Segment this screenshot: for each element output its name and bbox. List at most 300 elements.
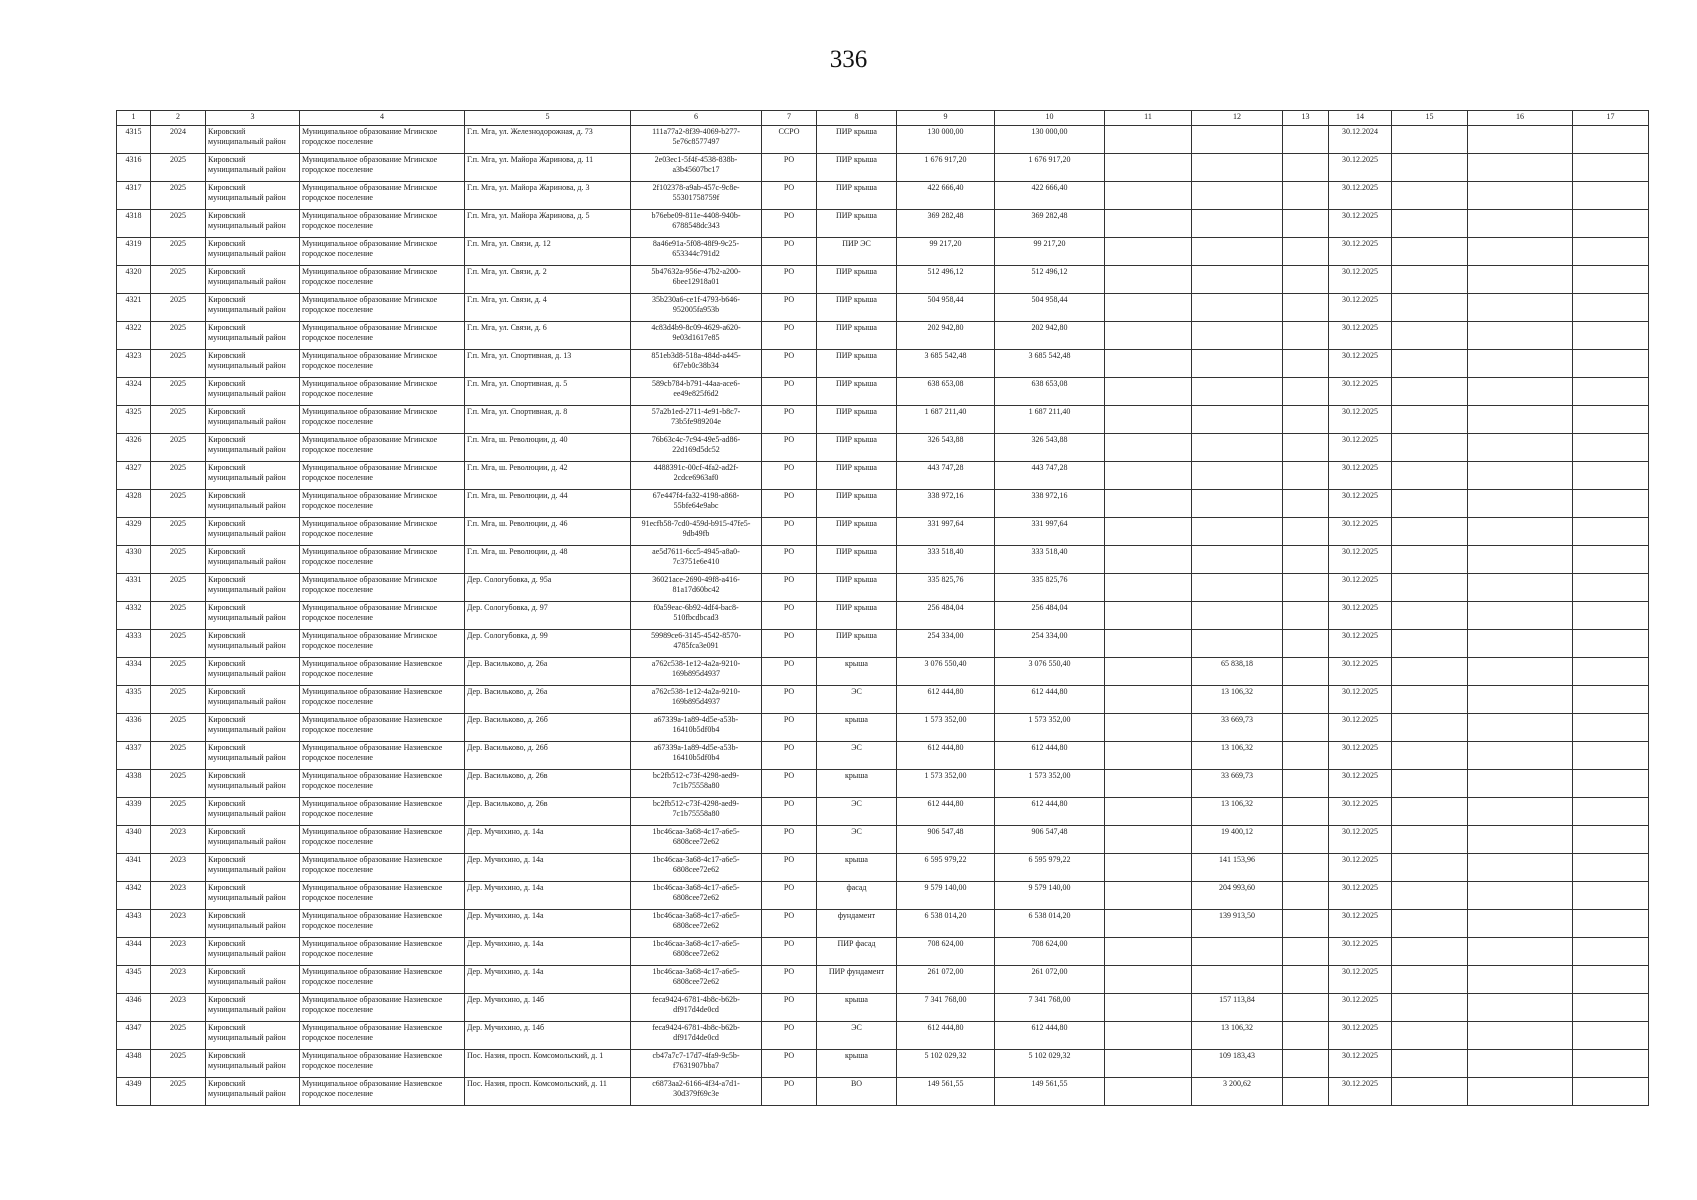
cell-cost-fund: 202 942,80 [995,322,1105,350]
cell-cost-fund: 3 685 542,48 [995,350,1105,378]
cell-col-15 [1392,798,1468,826]
cell-col-11 [1105,742,1192,770]
cell-work-type: ПИР крыша [817,602,897,630]
cell-work-type: ПИР фасад [817,938,897,966]
cell-address: Г.п. Мга, ул. Связи, д. 12 [465,238,631,266]
cell-col-15 [1392,910,1468,938]
column-header-13: 13 [1283,111,1329,126]
cell-col-15 [1392,1050,1468,1078]
column-header-11: 11 [1105,111,1192,126]
cell-col-12 [1192,630,1283,658]
cell-col-11 [1105,1050,1192,1078]
cell-cost-fund: 612 444,80 [995,1022,1105,1050]
cell-year: 2025 [151,378,206,406]
cell-col-11 [1105,546,1192,574]
table-row [117,854,1649,882]
cell-work-type: ПИР крыша [817,490,897,518]
cell-col-15 [1392,182,1468,210]
cell-col-17 [1573,938,1649,966]
cell-address: Дер. Васильково, д. 26в [465,770,631,798]
cell-district: Кировский муниципальный район [206,518,300,546]
cell-municipality: Муниципальное образование Мгинское городское поселение [300,378,465,406]
cell-house-guid: 8a46e91a-5f08-48f9-9c25-653344c791d2 [631,238,762,266]
cell-house-guid: 91ecfb58-7cd0-459d-b915-47fe5-9db49fb [631,518,762,546]
cell-house-guid: 76b63c4c-7c94-49e5-ad86-22d169d5dc52 [631,434,762,462]
cell-address: Пос. Назия, просп. Комсомольский, д. 11 [465,1078,631,1106]
cell-end-date: 30.12.2025 [1329,574,1392,602]
cell-work-type: фундамент [817,910,897,938]
column-header-5: 5 [465,111,631,126]
cell-col-16 [1468,686,1573,714]
cell-col-13 [1283,378,1329,406]
cell-col-12 [1192,126,1283,154]
cell-cost-fund: 612 444,80 [995,742,1105,770]
cell-col-12: 13 106,32 [1192,742,1283,770]
cell-district: Кировский муниципальный район [206,966,300,994]
column-header-4: 4 [300,111,465,126]
table-body [117,126,1649,1106]
cell-cost-fund: 612 444,80 [995,686,1105,714]
cell-col-13 [1283,602,1329,630]
cell-house-guid: bc2fb512-c73f-4298-aed9-7c1b75558a80 [631,798,762,826]
cell-col-11 [1105,210,1192,238]
cell-cost-fund: 1 687 211,40 [995,406,1105,434]
cell-col-13 [1283,994,1329,1022]
cell-total-cost: 1 676 917,20 [897,154,995,182]
cell-year: 2025 [151,798,206,826]
cell-total-cost: 256 484,04 [897,602,995,630]
table-row [117,994,1649,1022]
cell-row-number: 4324 [117,378,151,406]
cell-row-number: 4330 [117,546,151,574]
cell-col-12 [1192,938,1283,966]
cell-source: РО [762,434,817,462]
cell-source: РО [762,462,817,490]
cell-cost-fund: 1 676 917,20 [995,154,1105,182]
cell-total-cost: 422 666,40 [897,182,995,210]
cell-col-12 [1192,322,1283,350]
cell-municipality: Муниципальное образование Назиевское городское поселение [300,686,465,714]
cell-house-guid: 1bc46caa-3a68-4c17-a6e5-6808cee72e62 [631,966,762,994]
cell-work-type: фасад [817,882,897,910]
cell-total-cost: 3 076 550,40 [897,658,995,686]
table-row [117,546,1649,574]
cell-district: Кировский муниципальный район [206,182,300,210]
cell-work-type: крыша [817,994,897,1022]
cell-house-guid: 589cb784-b791-44aa-ace6-ee49e825f6d2 [631,378,762,406]
cell-house-guid: 111a77a2-8f39-4069-b277-5e76c8577497 [631,126,762,154]
cell-municipality: Муниципальное образование Мгинское городское поселение [300,602,465,630]
cell-total-cost: 7 341 768,00 [897,994,995,1022]
cell-source: РО [762,154,817,182]
cell-col-17 [1573,490,1649,518]
cell-source: РО [762,322,817,350]
cell-year: 2025 [151,630,206,658]
cell-col-15 [1392,630,1468,658]
cell-col-12: 13 106,32 [1192,686,1283,714]
cell-cost-fund: 254 334,00 [995,630,1105,658]
cell-address: Дер. Сологубовка, д. 95а [465,574,631,602]
cell-total-cost: 333 518,40 [897,546,995,574]
cell-col-11 [1105,798,1192,826]
cell-col-17 [1573,742,1649,770]
cell-year: 2024 [151,126,206,154]
cell-municipality: Муниципальное образование Назиевское городское поселение [300,770,465,798]
cell-col-11 [1105,490,1192,518]
cell-end-date: 30.12.2025 [1329,770,1392,798]
table-row [117,1050,1649,1078]
cell-address: Г.п. Мга, ул. Спортивная, д. 13 [465,350,631,378]
cell-col-17 [1573,322,1649,350]
cell-address: Г.п. Мга, ул. Железнодорожная, д. 73 [465,126,631,154]
cell-cost-fund: 261 072,00 [995,966,1105,994]
cell-municipality: Муниципальное образование Назиевское городское поселение [300,1050,465,1078]
cell-col-13 [1283,630,1329,658]
cell-municipality: Муниципальное образование Мгинское городское поселение [300,518,465,546]
cell-year: 2025 [151,714,206,742]
cell-work-type: ЭС [817,826,897,854]
cell-end-date: 30.12.2025 [1329,322,1392,350]
cell-col-17 [1573,434,1649,462]
cell-col-11 [1105,938,1192,966]
cell-address: Дер. Васильково, д. 26а [465,658,631,686]
cell-col-12 [1192,546,1283,574]
cell-col-12 [1192,238,1283,266]
cell-work-type: ПИР крыша [817,406,897,434]
cell-col-11 [1105,294,1192,322]
cell-work-type: ПИР крыша [817,434,897,462]
cell-col-16 [1468,630,1573,658]
cell-cost-fund: 1 573 352,00 [995,714,1105,742]
cell-address: Г.п. Мга, ул. Связи, д. 6 [465,322,631,350]
cell-end-date: 30.12.2025 [1329,518,1392,546]
cell-row-number: 4332 [117,602,151,630]
cell-col-17 [1573,182,1649,210]
cell-house-guid: 1bc46caa-3a68-4c17-a6e5-6808cee72e62 [631,882,762,910]
cell-end-date: 30.12.2025 [1329,266,1392,294]
cell-source: РО [762,938,817,966]
cell-year: 2025 [151,770,206,798]
cell-municipality: Муниципальное образование Назиевское городское поселение [300,742,465,770]
cell-total-cost: 254 334,00 [897,630,995,658]
cell-total-cost: 638 653,08 [897,378,995,406]
cell-row-number: 4322 [117,322,151,350]
cell-col-13 [1283,238,1329,266]
cell-year: 2023 [151,882,206,910]
column-header-10: 10 [995,111,1105,126]
cell-col-12: 33 669,73 [1192,770,1283,798]
cell-municipality: Муниципальное образование Мгинское городское поселение [300,238,465,266]
cell-year: 2025 [151,462,206,490]
cell-end-date: 30.12.2025 [1329,546,1392,574]
table-row [117,826,1649,854]
table-row [117,378,1649,406]
table-row [117,770,1649,798]
cell-house-guid: 67e447f4-fa32-4198-a868-55bfe64e9abc [631,490,762,518]
cell-address: Дер. Сологубовка, д. 99 [465,630,631,658]
cell-total-cost: 1 687 211,40 [897,406,995,434]
cell-end-date: 30.12.2025 [1329,882,1392,910]
cell-col-17 [1573,910,1649,938]
cell-col-16 [1468,210,1573,238]
cell-year: 2025 [151,490,206,518]
cell-district: Кировский муниципальный район [206,770,300,798]
cell-col-17 [1573,826,1649,854]
cell-row-number: 4334 [117,658,151,686]
cell-col-15 [1392,658,1468,686]
table-row [117,182,1649,210]
cell-house-guid: feca9424-6781-4b8c-b62b-df917d4de0cd [631,1022,762,1050]
cell-source: РО [762,182,817,210]
cell-row-number: 4316 [117,154,151,182]
cell-source: РО [762,1022,817,1050]
cell-house-guid: 4c83d4b9-8c09-4629-a620-9e03d1617e85 [631,322,762,350]
cell-col-15 [1392,378,1468,406]
cell-work-type: ЭС [817,686,897,714]
cell-row-number: 4336 [117,714,151,742]
cell-col-11 [1105,714,1192,742]
table-row [117,434,1649,462]
cell-end-date: 30.12.2025 [1329,294,1392,322]
cell-col-15 [1392,770,1468,798]
cell-row-number: 4318 [117,210,151,238]
cell-work-type: крыша [817,770,897,798]
cell-row-number: 4342 [117,882,151,910]
cell-col-17 [1573,574,1649,602]
cell-work-type: ПИР крыша [817,462,897,490]
cell-year: 2025 [151,294,206,322]
cell-total-cost: 6 538 014,20 [897,910,995,938]
cell-col-12: 13 106,32 [1192,1022,1283,1050]
cell-work-type: ПИР крыша [817,210,897,238]
cell-col-13 [1283,686,1329,714]
cell-district: Кировский муниципальный район [206,826,300,854]
cell-municipality: Муниципальное образование Мгинское городское поселение [300,210,465,238]
cell-col-17 [1573,1078,1649,1106]
cell-col-13 [1283,490,1329,518]
cell-municipality: Муниципальное образование Мгинское городское поселение [300,490,465,518]
cell-col-13 [1283,966,1329,994]
cell-total-cost: 261 072,00 [897,966,995,994]
cell-col-16 [1468,1078,1573,1106]
cell-work-type: ПИР крыша [817,266,897,294]
cell-year: 2025 [151,406,206,434]
cell-municipality: Муниципальное образование Мгинское городское поселение [300,462,465,490]
cell-work-type: ПИР крыша [817,294,897,322]
cell-district: Кировский муниципальный район [206,294,300,322]
cell-col-16 [1468,742,1573,770]
cell-row-number: 4346 [117,994,151,1022]
cell-year: 2025 [151,350,206,378]
cell-col-11 [1105,518,1192,546]
cell-row-number: 4335 [117,686,151,714]
cell-source: РО [762,1078,817,1106]
cell-col-12 [1192,602,1283,630]
cell-address: Дер. Мучихино, д. 14а [465,854,631,882]
cell-year: 2023 [151,994,206,1022]
cell-year: 2025 [151,602,206,630]
cell-col-15 [1392,686,1468,714]
cell-work-type: крыша [817,854,897,882]
cell-total-cost: 504 958,44 [897,294,995,322]
cell-year: 2025 [151,1022,206,1050]
cell-municipality: Муниципальное образование Назиевское городское поселение [300,714,465,742]
column-header-15: 15 [1392,111,1468,126]
cell-col-17 [1573,854,1649,882]
cell-address: Дер. Мучихино, д. 14а [465,826,631,854]
cell-col-15 [1392,826,1468,854]
cell-col-11 [1105,602,1192,630]
cell-col-16 [1468,658,1573,686]
cell-year: 2025 [151,322,206,350]
cell-col-13 [1283,770,1329,798]
cell-cost-fund: 906 547,48 [995,826,1105,854]
cell-total-cost: 9 579 140,00 [897,882,995,910]
cell-municipality: Муниципальное образование Назиевское городское поселение [300,1078,465,1106]
cell-work-type: ПИР ЭС [817,238,897,266]
table-row [117,630,1649,658]
cell-total-cost: 906 547,48 [897,826,995,854]
cell-col-15 [1392,714,1468,742]
cell-cost-fund: 331 997,64 [995,518,1105,546]
page-number: 336 [829,46,868,73]
table-row [117,350,1649,378]
cell-source: РО [762,882,817,910]
cell-col-16 [1468,294,1573,322]
cell-year: 2025 [151,1078,206,1106]
cell-source: РО [762,518,817,546]
cell-end-date: 30.12.2025 [1329,238,1392,266]
cell-municipality: Муниципальное образование Назиевское городское поселение [300,658,465,686]
column-header-6: 6 [631,111,762,126]
column-header-17: 17 [1573,111,1649,126]
cell-cost-fund: 3 076 550,40 [995,658,1105,686]
column-header-14: 14 [1329,111,1392,126]
table-row [117,658,1649,686]
cell-end-date: 30.12.2025 [1329,714,1392,742]
cell-house-guid: 35b230a6-ce1f-4793-b646-952005fa953b [631,294,762,322]
cell-col-11 [1105,350,1192,378]
cell-municipality: Муниципальное образование Мгинское городское поселение [300,266,465,294]
cell-house-guid: 851eb3d8-518a-484d-a445-6f7eb0c38b34 [631,350,762,378]
cell-district: Кировский муниципальный район [206,238,300,266]
cell-district: Кировский муниципальный район [206,798,300,826]
cell-col-11 [1105,854,1192,882]
cell-col-16 [1468,1050,1573,1078]
column-header-8: 8 [817,111,897,126]
cell-year: 2025 [151,658,206,686]
table-row [117,126,1649,154]
cell-row-number: 4320 [117,266,151,294]
cell-source: РО [762,350,817,378]
cell-district: Кировский муниципальный район [206,574,300,602]
cell-end-date: 30.12.2025 [1329,154,1392,182]
cell-col-16 [1468,1022,1573,1050]
cell-col-11 [1105,406,1192,434]
cell-total-cost: 512 496,12 [897,266,995,294]
cell-col-13 [1283,714,1329,742]
cell-col-15 [1392,518,1468,546]
cell-row-number: 4333 [117,630,151,658]
cell-year: 2025 [151,518,206,546]
cell-row-number: 4328 [117,490,151,518]
cell-col-11 [1105,154,1192,182]
cell-source: РО [762,1050,817,1078]
table-row [117,1022,1649,1050]
table-row [117,294,1649,322]
cell-municipality: Муниципальное образование Мгинское городское поселение [300,406,465,434]
cell-work-type: ПИР крыша [817,378,897,406]
cell-municipality: Муниципальное образование Назиевское городское поселение [300,882,465,910]
cell-end-date: 30.12.2025 [1329,602,1392,630]
cell-col-11 [1105,322,1192,350]
cell-house-guid: 2f102378-a9ab-457c-9c8e-55301758759f [631,182,762,210]
cell-municipality: Муниципальное образование Мгинское городское поселение [300,294,465,322]
cell-end-date: 30.12.2025 [1329,966,1392,994]
cell-col-13 [1283,826,1329,854]
cell-col-15 [1392,602,1468,630]
cell-source: РО [762,770,817,798]
cell-col-16 [1468,406,1573,434]
cell-district: Кировский муниципальный район [206,434,300,462]
cell-col-11 [1105,630,1192,658]
cell-address: Дер. Мучихино, д. 14а [465,966,631,994]
cell-house-guid: 2e03ec1-5f4f-4538-838b-a3b45607bc17 [631,154,762,182]
table-row [117,238,1649,266]
cell-col-12: 204 993,60 [1192,882,1283,910]
cell-col-17 [1573,798,1649,826]
cell-address: Дер. Мучихино, д. 14а [465,910,631,938]
cell-district: Кировский муниципальный район [206,350,300,378]
cell-col-13 [1283,350,1329,378]
cell-col-13 [1283,154,1329,182]
cell-district: Кировский муниципальный район [206,546,300,574]
cell-cost-fund: 256 484,04 [995,602,1105,630]
cell-end-date: 30.12.2025 [1329,490,1392,518]
cell-district: Кировский муниципальный район [206,490,300,518]
cell-row-number: 4331 [117,574,151,602]
cell-house-guid: a67339a-1a89-4d5e-a53b-16410b5df0b4 [631,742,762,770]
cell-year: 2023 [151,826,206,854]
cell-col-16 [1468,994,1573,1022]
cell-address: Пос. Назия, просп. Комсомольский, д. 1 [465,1050,631,1078]
cell-col-16 [1468,490,1573,518]
cell-row-number: 4329 [117,518,151,546]
cell-municipality: Муниципальное образование Мгинское городское поселение [300,574,465,602]
cell-source: РО [762,490,817,518]
cell-source: РО [762,266,817,294]
cell-end-date: 30.12.2025 [1329,938,1392,966]
cell-col-16 [1468,266,1573,294]
table-row [117,266,1649,294]
cell-work-type: ПИР крыша [817,350,897,378]
cell-col-13 [1283,882,1329,910]
table-row [117,490,1649,518]
cell-total-cost: 3 685 542,48 [897,350,995,378]
cell-col-13 [1283,126,1329,154]
table-row [117,1078,1649,1106]
cell-municipality: Муниципальное образование Назиевское городское поселение [300,994,465,1022]
cell-col-12: 157 113,84 [1192,994,1283,1022]
cell-work-type: ПИР крыша [817,574,897,602]
cell-year: 2023 [151,966,206,994]
cell-address: Г.п. Мга, ул. Связи, д. 2 [465,266,631,294]
cell-source: РО [762,238,817,266]
cell-col-13 [1283,182,1329,210]
cell-cost-fund: 612 444,80 [995,798,1105,826]
cell-end-date: 30.12.2025 [1329,994,1392,1022]
cell-col-17 [1573,714,1649,742]
